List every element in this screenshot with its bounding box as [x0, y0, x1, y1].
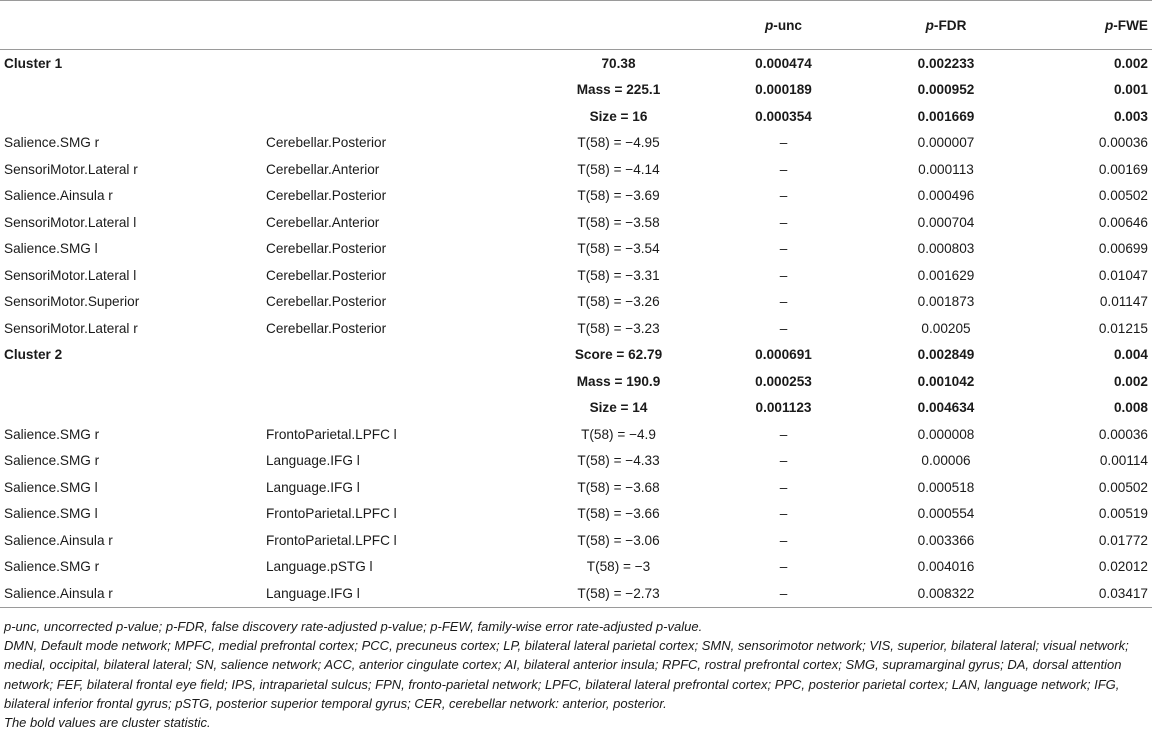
table-row	[0, 77, 1152, 104]
table-cell-col-2: Cerebellar.Posterior	[266, 294, 387, 310]
table-cell-col-5: 0.000518	[917, 479, 975, 495]
table-row	[0, 368, 1152, 395]
table-cell-col-6: 0.00519	[1098, 506, 1148, 522]
table-cell-col-6: 0.008	[1113, 400, 1148, 416]
table-cell-col-3: T(58) = −2.73	[536, 580, 701, 608]
table-cell-col-2: Language.IFG l	[266, 479, 360, 495]
table-row	[0, 130, 1152, 157]
table-cell-col-2: Language.IFG l	[266, 580, 536, 608]
table-cell-col-5: 0.001629	[917, 267, 975, 283]
table-cell-col-4: –	[779, 506, 788, 522]
table-cell-col-3: T(58) = −4.14	[577, 161, 660, 177]
table-cell-col-1: Salience.SMG r	[4, 135, 100, 151]
table-row	[0, 236, 1152, 263]
table-row	[0, 289, 1152, 316]
table-cell-col-2: Language.pSTG l	[266, 559, 373, 575]
table-cell-col-6: 0.002	[1113, 373, 1148, 389]
table-cell-col-1: Salience.SMG r	[4, 559, 100, 575]
header-p-fdr-p: p	[925, 17, 934, 33]
footnote-abbrev-p: p-unc, uncorrected p-value; p-FDR, false discovery rate-adjusted p-value; p-FEW, family-wise error rate-adjusted p-value.	[4, 619, 703, 634]
table-cell-col-2: Cerebellar.Posterior	[266, 320, 387, 336]
table-cell-col-1	[0, 368, 266, 395]
table-cell-col-1: Salience.SMG l	[4, 241, 98, 257]
table-cell-col-2: FrontoParietal.LPFC l	[266, 426, 397, 442]
table-row	[0, 315, 1152, 342]
table-row	[0, 262, 1152, 289]
table-cell-col-4: 0.000354	[755, 108, 812, 124]
table-cell-col-1: Salience.SMG l	[4, 506, 98, 522]
table-cell-col-3: T(58) = −3.66	[577, 506, 660, 522]
table-cell-col-3: Mass = 190.9	[576, 373, 661, 389]
table-cell-col-6: 0.01147	[1099, 294, 1148, 310]
table-cell-col-3: Size = 14	[589, 400, 648, 416]
table-cell-col-3: T(58) = −4.9	[581, 426, 656, 442]
table-cell-col-5: 0.000008	[917, 426, 975, 442]
table-cell-col-5: 0.001873	[917, 294, 975, 310]
table-cell-col-2: Cerebellar.Anterior	[266, 214, 380, 230]
table-cell-col-4: –	[779, 241, 788, 257]
table-cell-col-3: Size = 16	[589, 108, 648, 124]
table-cell-col-2: Cerebellar.Posterior	[266, 267, 387, 283]
table-cell-col-5: 0.00205	[921, 320, 971, 336]
table-cell-col-3: T(58) = −3	[586, 559, 651, 575]
table-cell-col-3: T(58) = −3.58	[577, 214, 660, 230]
table-cell-col-4: 0.000253	[755, 373, 812, 389]
table-row	[0, 156, 1152, 183]
header-p-fdr-rest: -FDR	[933, 17, 967, 33]
table-cell-col-3: T(58) = −3.69	[577, 188, 660, 204]
table-cell-col-1: Cluster 2	[4, 347, 63, 363]
table-cell-col-4: –	[779, 188, 788, 204]
table-cell-col-4: –	[779, 426, 788, 442]
table-cell-col-4: –	[779, 267, 788, 283]
header-p-unc-rest: -unc	[773, 17, 802, 33]
table-cell-col-6: 0.00646	[1098, 214, 1148, 230]
table-cell-col-4: –	[779, 559, 788, 575]
header-p-fwe-rest: -FWE	[1113, 17, 1148, 33]
table-cell-col-5: 0.000113	[918, 161, 974, 177]
table-cell-col-1: SensoriMotor.Lateral l	[4, 267, 137, 283]
table-cell-col-6: 0.004	[1113, 347, 1148, 363]
table-cell-col-3: T(58) = −3.26	[577, 294, 660, 310]
table-cell-col-5: 0.002849	[917, 347, 975, 363]
table-cell-col-5: 0.000007	[917, 135, 975, 151]
header-row	[0, 1, 1152, 50]
table-cell-col-3: T(58) = −3.23	[577, 320, 660, 336]
table-cell-col-5: 0.000952	[917, 82, 975, 98]
footnote-bold-values: The bold values are cluster statistic.	[4, 715, 211, 731]
table-row	[0, 103, 1152, 130]
footnote-abbrev-networks: DMN, Default mode network; MPFC, medial prefrontal cortex; PCC, precuneus cortex; LP, bilateral lateral parietal cortex; SMN, sensorimotor network; VIS, superior, bilateral lateral; visual network; medial, occipital, bilateral lateral; SN, salience network; ACC, anterior cingulate cortex; AI, bilateral anterior insula; RPFC, rostral prefrontal cortex; SMG, supramarginal gyrus; DA, dorsal attention network; FEF, bilateral frontal eye field; IPS, intraparietal sulcus; FPN, fronto-parietal network; LPFC, bilateral lateral prefrontal cortex; PPC, posterior parietal cortex; LAN, language network; IFG, bilateral inferior frontal gyrus; pSTG, posterior superior temporal gyrus; CER, cerebellar network: anterior, posterior.	[4, 638, 1129, 711]
table-cell-col-4: –	[779, 294, 788, 310]
table-cell-col-4: 0.000691	[755, 347, 812, 363]
table-row	[0, 395, 1152, 422]
table-body	[0, 50, 1152, 608]
table-cell-col-4: –	[779, 532, 788, 548]
table-cell-col-1: Salience.Ainsula r	[0, 580, 266, 608]
table-cell-col-4: –	[779, 161, 788, 177]
table-cell-col-6: 0.03417	[1026, 580, 1152, 608]
table-cell-col-2: FrontoParietal.LPFC l	[266, 506, 397, 522]
table-cell-col-6: 0.00169	[1098, 161, 1148, 177]
table-cell-col-5: 0.002233	[917, 55, 975, 71]
table-cell-col-4: –	[779, 320, 788, 336]
table-cell-col-6: 0.01772	[1098, 532, 1148, 548]
table-cell-col-2: Cerebellar.Anterior	[266, 161, 380, 177]
header-p-fwe-p: p	[1104, 17, 1114, 33]
table-cell-col-2	[266, 395, 536, 422]
table-cell-col-1	[0, 395, 266, 422]
table-cell-col-1: SensoriMotor.Lateral r	[4, 161, 138, 177]
table-cell-col-4: –	[779, 479, 788, 495]
table-row	[0, 501, 1152, 528]
table-cell-col-3: T(58) = −3.06	[577, 532, 660, 548]
table-cell-col-6: 0.002	[1113, 55, 1148, 71]
table-cell-col-6: 0.00114	[1099, 453, 1148, 469]
table-cell-col-1: Cluster 1	[4, 55, 63, 71]
table-cell-col-2: FrontoParietal.LPFC l	[266, 532, 397, 548]
table-cell-col-3: T(58) = −4.95	[577, 135, 660, 151]
header-col-1	[0, 1, 266, 50]
table-row	[0, 50, 1152, 77]
table-header	[0, 1, 1152, 50]
table-cell-col-1: Salience.SMG r	[4, 426, 100, 442]
table-cell-col-5: 0.004634	[917, 400, 975, 416]
table-cell-col-4: –	[701, 580, 866, 608]
table-cell-col-2: Cerebellar.Posterior	[266, 188, 387, 204]
table-cell-col-4: –	[779, 453, 788, 469]
table-cell-col-6: 0.003	[1113, 108, 1148, 124]
table-cell-col-6: 0.00502	[1098, 479, 1148, 495]
header-p-unc-p: p	[764, 17, 774, 33]
table-row	[0, 474, 1152, 501]
table-cell-col-1: Salience.Ainsula r	[4, 188, 113, 204]
table-cell-col-6: 0.001	[1113, 82, 1148, 98]
table-cell-col-2	[266, 103, 536, 130]
table-cell-col-2	[266, 368, 536, 395]
table-cell-col-2	[266, 342, 536, 369]
table-cell-col-2	[266, 50, 536, 77]
table-cell-col-6: 0.01215	[1098, 320, 1148, 336]
table-row	[0, 183, 1152, 210]
table-cell-col-3: T(58) = −3.31	[577, 267, 660, 283]
table-footnotes	[0, 608, 1144, 732]
table-cell-col-6: 0.02012	[1098, 559, 1148, 575]
table-cell-col-5: 0.000803	[917, 241, 975, 257]
table-cell-col-3: T(58) = −3.68	[577, 479, 660, 495]
table-cell-col-6: 0.01047	[1098, 267, 1148, 283]
table-row	[0, 527, 1152, 554]
table-cell-col-2: Cerebellar.Posterior	[266, 135, 387, 151]
header-col-3	[536, 1, 701, 50]
table-cell-col-2	[266, 77, 536, 104]
table-cell-col-6: 0.00036	[1098, 135, 1148, 151]
table-cell-col-5: 0.004016	[917, 559, 975, 575]
table-row	[0, 448, 1152, 475]
table-cell-col-1: Salience.SMG r	[4, 453, 100, 469]
table-cell-col-4: 0.000474	[755, 55, 812, 71]
table-cell-col-5: 0.000554	[917, 506, 975, 522]
table-cell-col-4: 0.000189	[755, 82, 812, 98]
table-cell-col-3: 70.38	[601, 55, 636, 71]
table-cell-col-5: 0.001669	[917, 108, 975, 124]
table-cell-col-1: SensoriMotor.Superior	[4, 294, 140, 310]
table-cell-col-5: 0.000496	[917, 188, 975, 204]
table-cell-col-6: 0.00699	[1098, 241, 1148, 257]
table-row	[0, 209, 1152, 236]
table-cell-col-1: SensoriMotor.Lateral r	[4, 320, 138, 336]
header-p-fdr	[866, 1, 1026, 50]
table-cell-col-2: Language.IFG l	[266, 453, 360, 469]
table-cell-col-5: 0.001042	[917, 373, 975, 389]
table-cell-col-4: –	[779, 135, 788, 151]
table-cell-col-6: 0.00502	[1098, 188, 1148, 204]
table-row	[0, 554, 1152, 581]
table-cell-col-2: Cerebellar.Posterior	[266, 241, 387, 257]
table-cell-col-6: 0.00036	[1098, 426, 1148, 442]
table-cell-col-1: Salience.SMG l	[4, 479, 98, 495]
table-cell-col-3: Score = 62.79	[574, 347, 663, 363]
table-cell-col-1	[0, 103, 266, 130]
table-cell-col-1: SensoriMotor.Lateral l	[4, 214, 137, 230]
table-row	[0, 580, 1152, 608]
table-cell-col-5: 0.00006	[921, 453, 971, 469]
table-cell-col-5: 0.003366	[917, 532, 975, 548]
header-p-fwe	[1026, 1, 1152, 50]
table-cell-col-1: Salience.Ainsula r	[4, 532, 113, 548]
table-row	[0, 342, 1152, 369]
table-cell-col-4: 0.001123	[755, 400, 812, 416]
table-cell-col-3: T(58) = −4.33	[577, 453, 660, 469]
header-p-unc	[701, 1, 866, 50]
header-col-2	[266, 1, 536, 50]
table-cell-col-5: 0.008322	[866, 580, 1026, 608]
table-row	[0, 421, 1152, 448]
table-cell-col-5: 0.000704	[917, 214, 975, 230]
table-cell-col-4: –	[779, 214, 788, 230]
table-cell-col-3: Mass = 225.1	[576, 82, 661, 98]
table-cell-col-3: T(58) = −3.54	[577, 241, 660, 257]
table-cell-col-1	[0, 77, 266, 104]
